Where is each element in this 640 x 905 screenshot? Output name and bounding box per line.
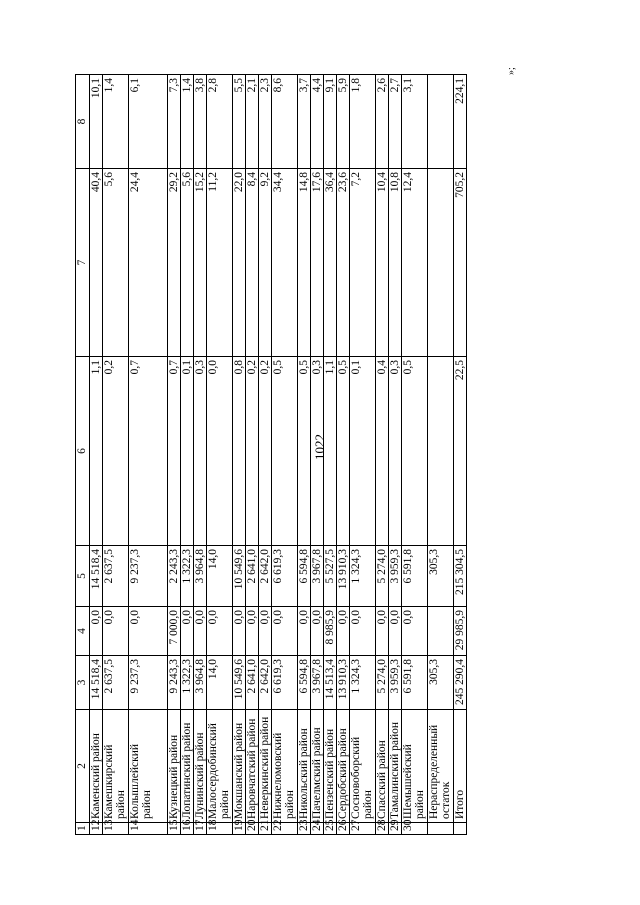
table-cell: 0,5 [298, 357, 311, 546]
table-cell: 4,4 [311, 75, 324, 169]
table-cell: 1,8 [350, 75, 376, 169]
table-cell: 0,4 [376, 357, 389, 546]
table-cell: 5 274,0 [376, 656, 389, 710]
table-cell: Пензенский район [324, 710, 337, 823]
table-cell: Сердобский район [337, 710, 350, 823]
table-row [246, 75, 259, 835]
header-cell: 6 [76, 357, 90, 546]
table-cell: 24,4 [129, 169, 168, 357]
table-cell: Камешкирский район [103, 710, 129, 823]
table-cell: 0,3 [194, 357, 207, 546]
table-cell: 0,0 [389, 607, 402, 656]
table-cell: 0,2 [259, 357, 272, 546]
table-cell: 0,0 [181, 607, 194, 656]
table-cell [454, 823, 467, 835]
table-cell: 0,0 [311, 607, 324, 656]
table-cell [428, 357, 454, 546]
header-cell: 8 [76, 75, 90, 169]
table-cell: 15,2 [194, 169, 207, 357]
table-cell: 1 324,3 [350, 546, 376, 607]
table-cell: 18 [207, 823, 233, 835]
table-cell: 3 967,8 [311, 546, 324, 607]
table-cell: Спасский район [376, 710, 389, 823]
table-cell: 0,0 [207, 607, 233, 656]
table-cell: 5 527,5 [324, 546, 337, 607]
table-cell: 22 [272, 823, 298, 835]
table-cell: 1 324,3 [350, 656, 376, 710]
table-cell: 5,6 [103, 169, 129, 357]
table-cell: 1,1 [324, 357, 337, 546]
table-cell: 29 985,9 [454, 607, 467, 656]
table-cell: 3,8 [194, 75, 207, 169]
table-cell: 3 967,8 [311, 656, 324, 710]
table-cell: 34,4 [272, 169, 298, 357]
table-cell: 0,0 [207, 357, 233, 546]
table-cell: 2 641,0 [246, 656, 259, 710]
budget-table [75, 74, 467, 835]
table-cell: 29,2 [168, 169, 181, 357]
table-cell: Нижнеломовский район [272, 710, 298, 823]
table-cell: 8,4 [246, 169, 259, 357]
table-cell: 5 274,0 [376, 546, 389, 607]
table-cell: 5,5 [233, 75, 246, 169]
table-row [454, 75, 467, 835]
table-cell: 40,4 [90, 169, 103, 357]
table-row [194, 75, 207, 835]
header-cell: 7 [76, 169, 90, 357]
table-cell: 0,1 [350, 357, 376, 546]
table-cell: 5,9 [337, 75, 350, 169]
rotated-table-sheet [75, 67, 517, 835]
closing-quote-text: »; [506, 67, 517, 75]
table-cell: 0,0 [103, 607, 129, 656]
table-cell: 14 518,4 [90, 656, 103, 710]
table-cell: Наровчатский район [246, 710, 259, 823]
table-cell: Неверкинский район [259, 710, 272, 823]
table-row [376, 75, 389, 835]
table-cell: 6 591,8 [402, 546, 428, 607]
table-cell: 11,2 [207, 169, 233, 357]
table-cell: 15 [168, 823, 181, 835]
table-cell [428, 75, 454, 169]
table-cell: 23 [298, 823, 311, 835]
table-cell: 705,2 [454, 169, 467, 357]
table-cell: 0,5 [272, 357, 298, 546]
table-cell: 0,0 [233, 607, 246, 656]
header-row [76, 75, 90, 835]
table-cell: 2,6 [376, 75, 389, 169]
table-cell: Кузнецкий район [168, 710, 181, 823]
table-cell: 0,2 [103, 357, 129, 546]
table-cell: 0,0 [90, 607, 103, 656]
table-cell: 20 [246, 823, 259, 835]
table-cell: 2 641,0 [246, 546, 259, 607]
table-cell: 10 549,6 [233, 656, 246, 710]
table-cell: 3,7 [298, 75, 311, 169]
table-cell: 0,0 [129, 607, 168, 656]
table-cell: 3 959,3 [389, 656, 402, 710]
table-cell: 2,1 [246, 75, 259, 169]
table-row [311, 75, 324, 835]
table-cell: 10,8 [389, 169, 402, 357]
table-row [103, 75, 129, 835]
table-cell: 0,0 [246, 607, 259, 656]
table-cell: 13 910,3 [337, 546, 350, 607]
table-cell: 30 [402, 823, 428, 835]
table-cell: 17,6 [311, 169, 324, 357]
table-cell: 19 [233, 823, 246, 835]
table-row [324, 75, 337, 835]
table-cell: 36,4 [324, 169, 337, 357]
table-cell: 305,3 [428, 656, 454, 710]
table-cell: 0,0 [337, 607, 350, 656]
table-row [402, 75, 428, 835]
table-cell: 0,0 [350, 607, 376, 656]
table-cell: 2,7 [389, 75, 402, 169]
table-cell: 7 000,0 [168, 607, 181, 656]
table-cell: 9,2 [259, 169, 272, 357]
table-cell: 13 910,3 [337, 656, 350, 710]
table-cell [428, 169, 454, 357]
table-cell: Пачелмский район [311, 710, 324, 823]
table-cell: 0,1 [181, 357, 194, 546]
table-cell: 0,0 [376, 607, 389, 656]
table-cell: 28 [376, 823, 389, 835]
table-cell: 9,1 [324, 75, 337, 169]
table-cell: 23,6 [337, 169, 350, 357]
table-cell [428, 607, 454, 656]
table-cell: 0,0 [298, 607, 311, 656]
table-cell: 6,1 [129, 75, 168, 169]
table-cell: 0,5 [402, 357, 428, 546]
table-cell: 0,3 [389, 357, 402, 546]
table-cell: 9 237,3 [129, 656, 168, 710]
table-cell: 6 619,3 [272, 656, 298, 710]
table-cell: 215 304,5 [454, 546, 467, 607]
table-cell: 10 549,6 [233, 546, 246, 607]
table-cell: 2 637,5 [103, 546, 129, 607]
table-row [168, 75, 181, 835]
table-cell: 17 [194, 823, 207, 835]
table-cell: 0,7 [168, 357, 181, 546]
table-cell: Мокшанский район [233, 710, 246, 823]
table-cell: 0,0 [272, 607, 298, 656]
table-cell: 7,2 [350, 169, 376, 357]
table-cell: 14,0 [207, 546, 233, 607]
header-cell: 3 [76, 656, 90, 710]
table-row [272, 75, 298, 835]
table-cell: 0,7 [129, 357, 168, 546]
table-cell: 5,6 [181, 169, 194, 357]
header-cell: 1 [76, 823, 90, 835]
table-cell: 1 322,3 [181, 546, 194, 607]
table-cell: 8,6 [272, 75, 298, 169]
table-cell: 6 594,8 [298, 656, 311, 710]
table-cell: Лунинский район [194, 710, 207, 823]
table-cell: 6 619,3 [272, 546, 298, 607]
table-cell: Нераспределенный остаток [428, 710, 454, 823]
table-cell: 7,3 [168, 75, 181, 169]
table-cell: Тамалинский район [389, 710, 402, 823]
table-cell: Лопатинский район [181, 710, 194, 823]
table-cell: 25 [324, 823, 337, 835]
table-cell: 0,0 [259, 607, 272, 656]
table-cell: 8 985,9 [324, 607, 337, 656]
table-row [298, 75, 311, 835]
table-row [389, 75, 402, 835]
table-cell: 9 237,3 [129, 546, 168, 607]
table-cell: Шемышейский район [402, 710, 428, 823]
table-cell: 3 964,8 [194, 546, 207, 607]
table-cell: 22,0 [233, 169, 246, 357]
table-cell: 0,5 [337, 357, 350, 546]
table-cell: 2 243,3 [168, 546, 181, 607]
table-cell: 2 637,5 [103, 656, 129, 710]
table-cell: 0,0 [194, 607, 207, 656]
table-cell: 1,4 [181, 75, 194, 169]
table-cell: Каменский район [90, 710, 103, 823]
table-cell: Сосновоборский район [350, 710, 376, 823]
table-cell: 3,1 [402, 75, 428, 169]
table-cell: 13 [103, 823, 129, 835]
table-cell: Никольский район [298, 710, 311, 823]
table-cell: 10,4 [376, 169, 389, 357]
table-cell: 0,2 [246, 357, 259, 546]
table-cell: 2 642,0 [259, 546, 272, 607]
header-cell: 5 [76, 546, 90, 607]
table-cell: 6 594,8 [298, 546, 311, 607]
table-cell: 0,0 [402, 607, 428, 656]
table-cell: 6 591,8 [402, 656, 428, 710]
table-cell: 9 243,3 [168, 656, 181, 710]
table-cell: 12,4 [402, 169, 428, 357]
header-cell: 2 [76, 710, 90, 823]
table-body [76, 75, 467, 835]
table-cell: 26 [337, 823, 350, 835]
table-cell: 10,1 [90, 75, 103, 169]
table-cell: 1,4 [103, 75, 129, 169]
table-cell: 14,8 [298, 169, 311, 357]
table-row [337, 75, 350, 835]
table-row [129, 75, 168, 835]
table-cell: 224,1 [454, 75, 467, 169]
table-cell: 245 290,4 [454, 656, 467, 710]
table-cell: 27 [350, 823, 376, 835]
table-cell: 12 [90, 823, 103, 835]
table-row [259, 75, 272, 835]
table-cell: 24 [311, 823, 324, 835]
table-cell: 2,3 [259, 75, 272, 169]
table-cell: 1 322,3 [181, 656, 194, 710]
table-cell: 14,0 [207, 656, 233, 710]
table-cell: 2 642,0 [259, 656, 272, 710]
table-cell: 29 [389, 823, 402, 835]
table-row [350, 75, 376, 835]
table-cell: 21 [259, 823, 272, 835]
table-row [207, 75, 233, 835]
table-cell: Малосердобинский район [207, 710, 233, 823]
table-cell: 14 518,4 [90, 546, 103, 607]
table-cell: 3 959,3 [389, 546, 402, 607]
table-cell: 14 513,4 [324, 656, 337, 710]
table-cell: 22,5 [454, 357, 467, 546]
table-cell: Колышлейский район [129, 710, 168, 823]
table-cell: 3 964,8 [194, 656, 207, 710]
table-cell: 1,1 [90, 357, 103, 546]
table-row [233, 75, 246, 835]
table-cell: 305,3 [428, 546, 454, 607]
table-row [428, 75, 454, 835]
table-cell: 14 [129, 823, 168, 835]
table-row [90, 75, 103, 835]
table-cell: 16 [181, 823, 194, 835]
table-cell: Итого [454, 710, 467, 823]
table-cell: 0,3 [311, 357, 324, 546]
table-cell [428, 823, 454, 835]
table-row [181, 75, 194, 835]
table-cell: 2,8 [207, 75, 233, 169]
table-cell: 0,8 [233, 357, 246, 546]
page-number: 1022 [312, 434, 327, 460]
header-cell: 4 [76, 607, 90, 656]
